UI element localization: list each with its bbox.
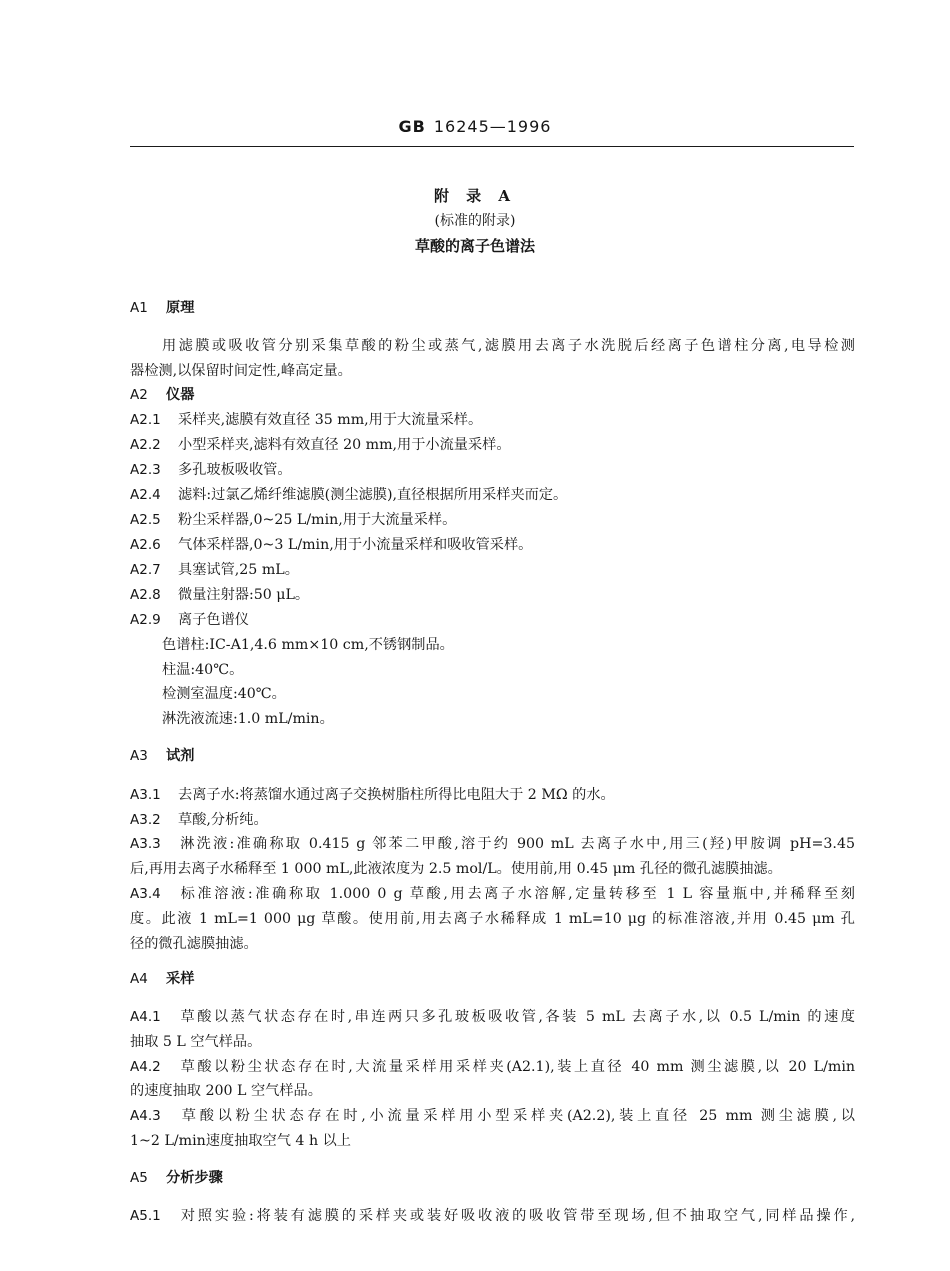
section-heading-a3 (130, 746, 855, 766)
appendix-title: 附 录 A (433, 187, 517, 205)
section-number: A3 (130, 748, 148, 764)
paragraph-line: 度。此液 1 mL=1 000 μg 草酸。使用前,用去离子水稀释成 1 mL=10 μg 的标准溶液,并用 0.45 μm 孔 (130, 911, 855, 927)
section-heading-a4 (130, 969, 855, 989)
item-text: 微量注射器:50 μL。 (178, 587, 310, 603)
list-item (130, 1106, 855, 1126)
item-number: A2.5 (130, 512, 161, 528)
appendix-name: 草酸的离子色谱法 (414, 237, 535, 255)
paragraph-line: 抽取 5 L 空气样品。 (130, 1034, 262, 1050)
section-heading-a5 (130, 1168, 855, 1188)
list-item (130, 834, 855, 854)
item-text: 具塞试管,25 mL。 (178, 562, 299, 578)
item-number: A3.3 (130, 836, 161, 852)
item-text: 粉尘采样器,0~25 L/min,用于大流量采样。 (178, 512, 457, 528)
item-text: 多孔玻板吸收管。 (178, 462, 292, 478)
section-number: A1 (130, 300, 148, 316)
section-number: A2 (130, 387, 148, 403)
appendix-subtitle: (标准的附录) (434, 213, 516, 229)
paragraph-line: 的速度抽取 200 L 空气样品。 (130, 1083, 322, 1099)
item-number: A3.4 (130, 886, 161, 902)
item-text: 草酸以粉尘状态存在时,小流量采样用小型采样夹(A2.2),装上直径 25 mm 测尘滤膜,以 (178, 1108, 855, 1124)
item-number: A5.1 (130, 1208, 161, 1224)
list-item (130, 1057, 855, 1077)
list-item (130, 535, 855, 555)
section-title: 分析步骤 (166, 1170, 223, 1186)
list-item (130, 410, 855, 430)
item-text: 草酸以粉尘状态存在时,大流量采样用采样夹(A2.1),装上直径 40 mm 测尘滤膜,以 20 L/min (178, 1059, 855, 1075)
paragraph-line: 1~2 L/min速度抽取空气 4 h 以上 (130, 1133, 351, 1149)
item-text: 采样夹,滤膜有效直径 35 mm,用于大流量采样。 (178, 412, 483, 428)
item-text: 小型采样夹,滤料有效直径 20 mm,用于小流量采样。 (178, 437, 511, 453)
item-text: 标准溶液:准确称取 1.000 0 g 草酸,用去离子水溶解,定量转移至 1 L 容量瓶中,并稀释至刻 (178, 886, 855, 902)
section-title: 采样 (166, 971, 195, 987)
item-number: A4.2 (130, 1059, 161, 1075)
item-number: A3.1 (130, 787, 161, 803)
item-number: A4.3 (130, 1108, 161, 1124)
ic-detail: 柱温:40℃。 (162, 662, 244, 678)
item-number: A2.6 (130, 537, 161, 553)
list-item (130, 810, 855, 830)
item-number: A2.7 (130, 562, 161, 578)
list-item (130, 435, 855, 455)
paragraph-line: 径的微孔滤膜抽滤。 (130, 936, 258, 952)
list-item (130, 460, 855, 480)
item-text: 去离子水:将蒸馏水通过离子交换树脂柱所得比电阻大于 2 MΩ 的水。 (178, 787, 615, 803)
item-text: 淋洗液:准确称取 0.415 g 邻苯二甲酸,溶于约 900 mL 去离子水中,用三(羟)甲胺调 pH=3.45 (178, 836, 855, 852)
item-text: 气体采样器,0~3 L/min,用于小流量采样和吸收管采样。 (178, 537, 533, 553)
section-number: A5 (130, 1170, 148, 1186)
list-item (130, 585, 855, 605)
standard-code (0, 117, 950, 136)
item-number: A3.2 (130, 812, 161, 828)
section-heading-a2 (130, 385, 855, 405)
item-number: A2.9 (130, 612, 161, 628)
ic-detail: 色谱柱:IC-A1,4.6 mm×10 cm,不锈钢制品。 (162, 637, 454, 653)
list-item (130, 485, 855, 505)
a1-paragraph-line: 用滤膜或吸收管分别采集草酸的粉尘或蒸气,滤膜用去离子水洗脱后经离子色谱柱分离,电导检测 (162, 338, 855, 354)
item-text: 草酸,分析纯。 (178, 812, 268, 828)
section-title: 试剂 (166, 748, 195, 764)
list-item (130, 510, 855, 530)
item-number: A2.4 (130, 487, 161, 503)
item-number: A2.3 (130, 462, 161, 478)
list-item (130, 884, 855, 904)
section-heading-a1 (130, 298, 855, 318)
list-item (130, 1206, 855, 1226)
list-item (130, 1007, 855, 1027)
section-title: 仪器 (166, 387, 195, 403)
item-number: A2.8 (130, 587, 161, 603)
item-text: 滤料:过氯乙烯纤维滤膜(测尘滤膜),直径根据所用采样夹而定。 (178, 487, 568, 503)
section-title: 原理 (166, 300, 195, 316)
standard-number: 16245—1996 (433, 117, 552, 136)
paragraph-line: 后,再用去离子水稀释至 1 000 mL,此液浓度为 2.5 mol/L。使用前,用 0.45 μm 孔径的微孔滤膜抽滤。 (130, 861, 782, 877)
header-rule (130, 146, 854, 147)
item-text: 离子色谱仪 (178, 612, 249, 628)
ic-detail: 检测室温度:40℃。 (162, 686, 286, 702)
item-text: 对照实验:将装有滤膜的采样夹或装好吸收液的吸收管带至现场,但不抽取空气,同样品操作, (178, 1208, 855, 1224)
list-item (130, 610, 855, 630)
ic-detail: 淋洗液流速:1.0 mL/min。 (162, 711, 334, 727)
list-item (130, 785, 855, 805)
item-number: A2.1 (130, 412, 161, 428)
list-item (130, 560, 855, 580)
section-number: A4 (130, 971, 148, 987)
item-number: A4.1 (130, 1009, 161, 1025)
item-text: 草酸以蒸气状态存在时,串连两只多孔玻板吸收管,各装 5 mL 去离子水,以 0.5 L/min 的速度 (178, 1009, 855, 1025)
a1-paragraph-line: 器检测,以保留时间定性,峰高定量。 (130, 363, 352, 379)
standard-prefix: GB (398, 117, 426, 136)
item-number: A2.2 (130, 437, 161, 453)
